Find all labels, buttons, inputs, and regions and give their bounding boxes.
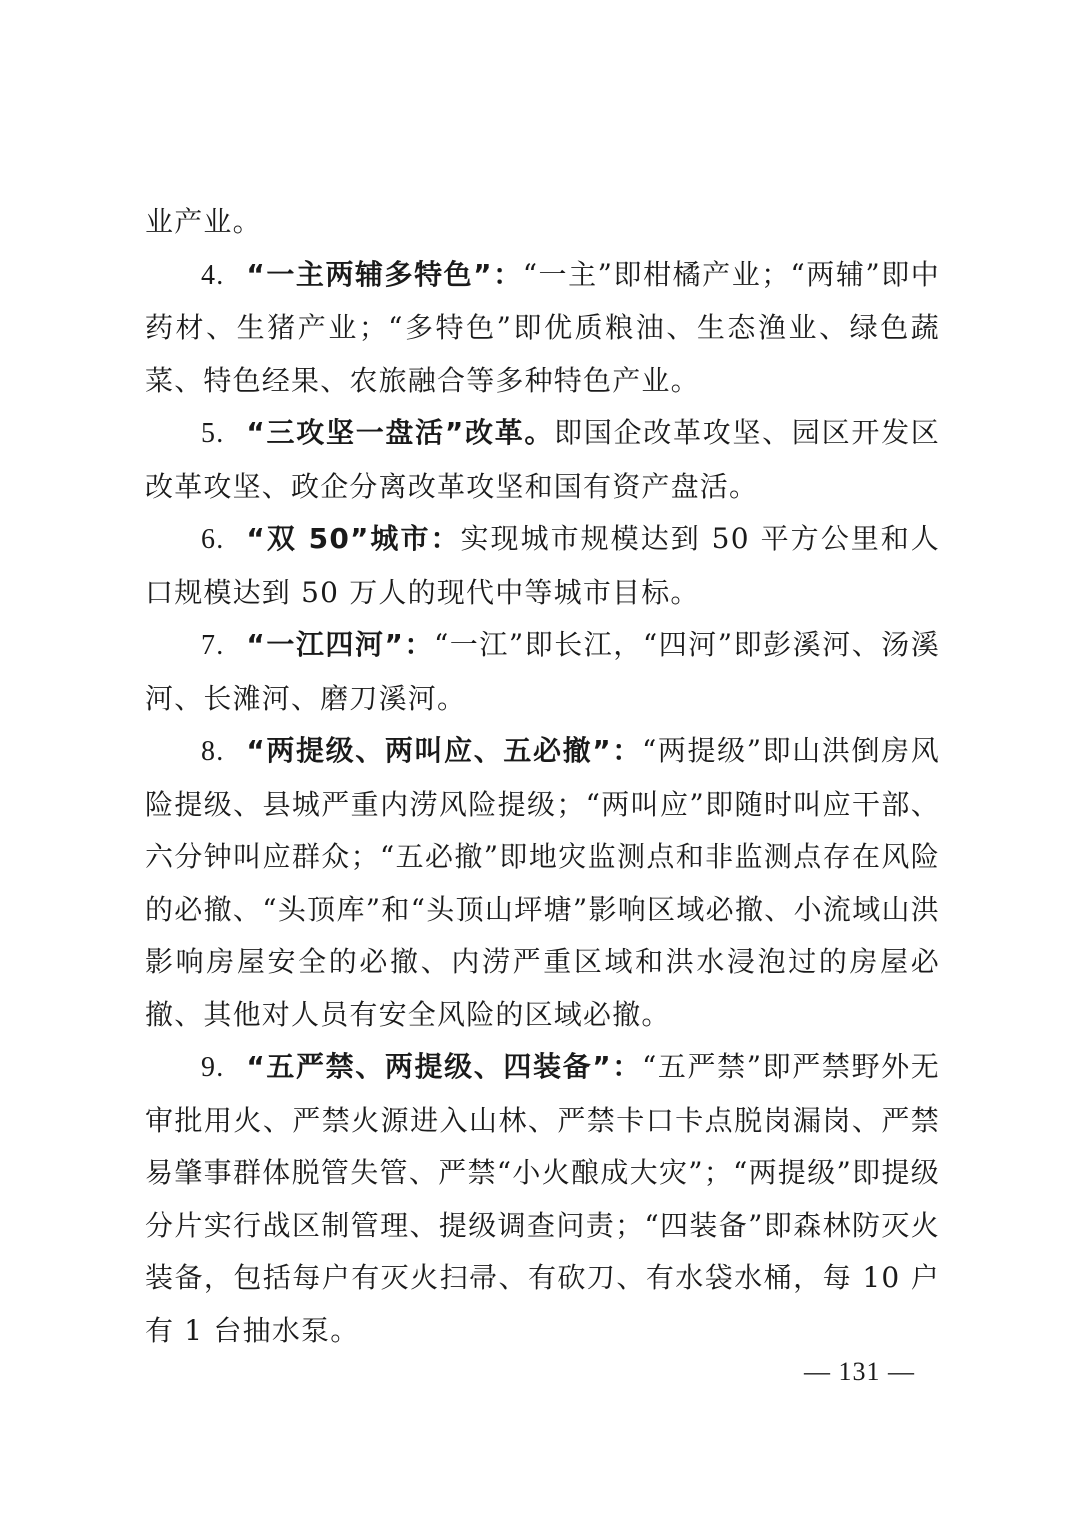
item-body: “一江”即长江，“四河”即彭溪河、汤溪河、长滩河、磨刀溪河。 [145,628,940,715]
paragraph-continuation [145,196,940,249]
paragraph-body: 业产业。 [145,205,262,238]
item-term: “双 50”城市： [246,522,461,555]
item-number: 5. [201,418,225,449]
list-item-6 [145,513,940,619]
item-body: “一主”即柑橘产业；“两辅”即中药材、生猪产业；“多特色”即优质粮油、生态渔业、绿色蔬菜、特色经果、农旅融合等多种特色产业。 [145,257,940,397]
list-item-7 [145,619,940,725]
item-number: 8. [201,736,225,767]
document-body [145,196,940,1357]
item-number: 4. [201,259,225,291]
item-body: “五严禁”即严禁野外无审批用火、严禁火源进入山林、严禁卡口卡点脱岗漏岗、严禁易肇事群体脱管失管、严禁“小火酿成大灾”；“两提级”即提级分片实行战区制管理、提级调查问责；“四装备”即森林防灭火装备，包括每户有灭火扫帚、有砍刀、有水袋水桶，每 10 户有 1 台抽水泵。 [145,1050,940,1347]
item-number: 9. [201,1052,225,1083]
item-body: 即国企改革攻坚、园区开发区改革攻坚、政企分离改革攻坚和国有资产盘活。 [145,416,940,503]
item-term: “一江四河”： [246,628,434,661]
item-body: “两提级”即山洪倒房风险提级、县城严重内涝风险提级；“两叫应”即随时叫应干部、六分钟叫应群众；“五必撤”即地灾监测点和非监测点存在风险的必撤、“头顶库”和“头顶山坪塘”影响区域必撤、小流域山洪影响房屋安全的必撤、内涝严重区域和洪水浸泡过的房屋必撤、其他对人员有安全风险的区域必撤。 [145,734,940,1031]
item-number: 7. [201,630,225,661]
item-number: 6. [201,524,225,555]
item-term: “一主两辅多特色”： [246,257,523,291]
item-term: “五严禁、两提级、四装备”： [246,1050,642,1083]
item-term: “三攻坚一盘活”改革。 [246,416,555,449]
item-body: 实现城市规模达到 50 平方公里和人口规模达到 50 万人的现代中等城市目标。 [145,522,940,609]
page-number: — 131 — [804,1357,915,1386]
list-item-8 [145,725,940,1041]
list-item-5 [145,407,940,513]
list-item-9 [145,1041,940,1357]
item-term: “两提级、两叫应、五必撤”： [246,734,642,767]
list-item-4 [145,249,940,408]
